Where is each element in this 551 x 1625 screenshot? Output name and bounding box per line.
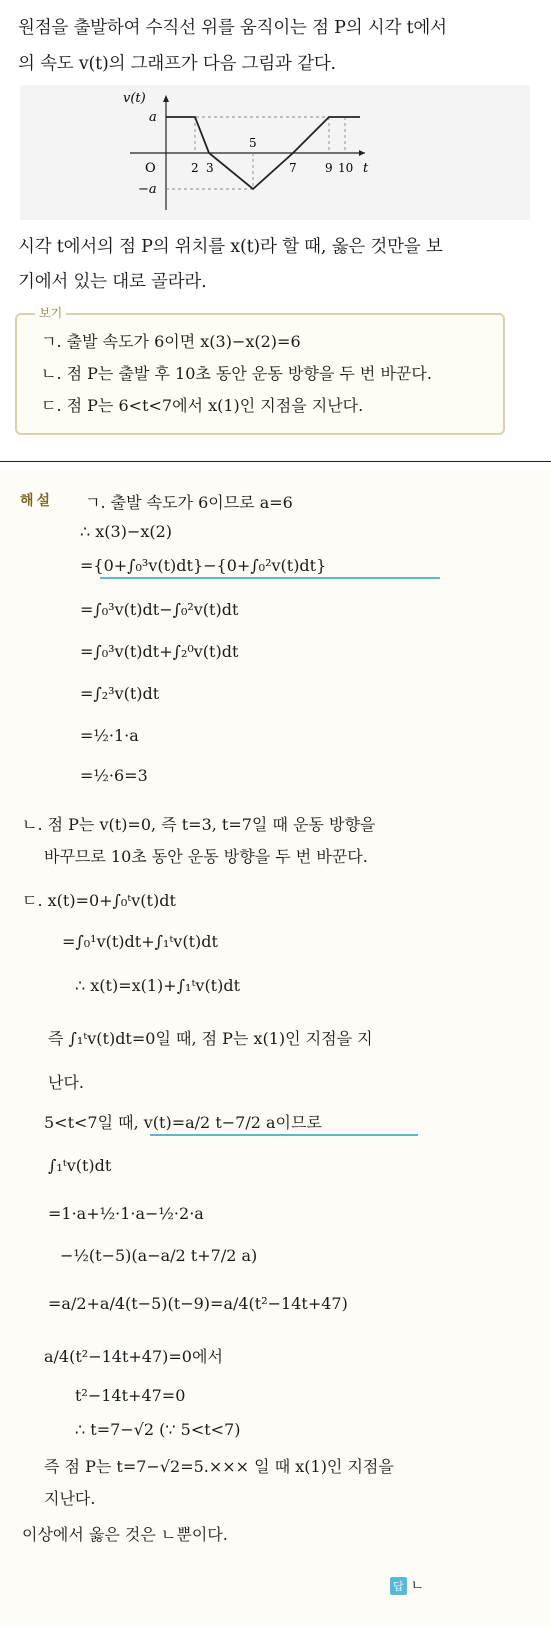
answer-value: ㄴ	[410, 1578, 425, 1594]
sol-line-25: 지난다.	[44, 1489, 96, 1508]
sol-line-17: ∫₁ᵗv(t)dt	[48, 1156, 112, 1175]
graph-xtick-2: 2	[191, 161, 199, 175]
sol-line-19: −½(t−5)(a−a/2 t+7/2 a)	[60, 1246, 258, 1265]
graph-xtick-7: 7	[289, 161, 297, 175]
sol-line-10: 바꾸므로 10초 동안 운동 방향을 두 번 바꾼다.	[44, 847, 368, 866]
sol-line-12: =∫₀¹v(t)dt+∫₁ᵗv(t)dt	[62, 932, 218, 951]
graph-a-pos: a	[149, 110, 157, 125]
sol-line-3: ={0+∫₀³v(t)dt}−{0+∫₀²v(t)dt}	[80, 556, 327, 575]
sol-line-15: 난다.	[48, 1073, 84, 1092]
graph-ylabel: v(t)	[123, 91, 146, 106]
velocity-graph-svg	[20, 85, 530, 220]
sol-line-23: ∴ t=7−√2 (∵ 5<t<7)	[75, 1420, 241, 1439]
bogi-box	[15, 306, 505, 435]
sol-line-26: 이상에서 옳은 것은 ㄴ뿐이다.	[22, 1525, 228, 1544]
bogi-item-1: ㄱ. 출발 속도가 6이면 x(3)−x(2)=6	[41, 332, 301, 351]
sol-line-21: a/4(t²−14t+47)=0에서	[44, 1347, 223, 1366]
graph-xtick-3: 3	[206, 161, 214, 175]
sol-line-8: =½·6=3	[80, 766, 148, 785]
problem-text-line-4: 기에서 있는 대로 골라라.	[18, 272, 207, 292]
graph-xtick-5: 5	[249, 136, 257, 150]
answer	[390, 1575, 424, 1595]
sol-line-5: =∫₀³v(t)dt+∫₂⁰v(t)dt	[80, 642, 239, 661]
problem-text-line-1: 원점을 출발하여 수직선 위를 움직이는 점 P의 시각 t에서	[18, 18, 447, 38]
section-divider	[0, 461, 551, 462]
problem-text-line-3: 시각 t에서의 점 P의 위치를 x(t)라 할 때, 옳은 것만을 보	[18, 237, 443, 257]
sol-line-13: ∴ x(t)=x(1)+∫₁ᵗv(t)dt	[75, 976, 241, 995]
solution-label: 해설	[20, 493, 54, 509]
sol-line-2: ∴ x(3)−x(2)	[80, 522, 173, 541]
graph-xlabel: t	[363, 161, 369, 176]
sol-line-16: 5<t<7일 때, v(t)=a/2 t−7/2 a이므로	[44, 1113, 322, 1132]
solution-section	[0, 470, 551, 1625]
bogi-item-2: ㄴ. 점 P는 출발 후 10초 동안 운동 방향을 두 번 바꾼다.	[41, 364, 432, 383]
sol-line-14: 즉 ∫₁ᵗv(t)dt=0일 때, 점 P는 x(1)인 지점을 지	[48, 1029, 373, 1048]
highlight-underline-2	[150, 1134, 418, 1136]
graph-a-neg: −a	[138, 182, 157, 197]
bogi-title: 보기	[35, 304, 66, 321]
highlight-underline-1	[100, 577, 440, 579]
sol-line-4: =∫₀³v(t)dt−∫₀²v(t)dt	[80, 600, 239, 619]
bogi-item-3: ㄷ. 점 P는 6<t<7에서 x(1)인 지점을 지난다.	[41, 396, 364, 415]
graph-xtick-9: 9	[325, 161, 333, 175]
graph-xtick-10: 10	[338, 161, 354, 175]
problem-section	[0, 0, 551, 455]
sol-line-22: t²−14t+47=0	[75, 1386, 186, 1405]
graph-origin: O	[145, 161, 156, 176]
sol-line-6: =∫₂³v(t)dt	[80, 684, 160, 703]
problem-text-line-2: 의 속도 v(t)의 그래프가 다음 그림과 같다.	[18, 54, 336, 74]
sol-line-7: =½·1·a	[80, 726, 139, 745]
sol-line-18: =1·a+½·1·a−½·2·a	[48, 1204, 204, 1223]
sol-line-11: ㄷ. x(t)=0+∫₀ᵗv(t)dt	[22, 891, 176, 910]
answer-badge: 답	[390, 1577, 407, 1595]
sol-line-9: ㄴ. 점 P는 v(t)=0, 즉 t=3, t=7일 때 운동 방향을	[22, 815, 376, 834]
sol-line-1: ㄱ. 출발 속도가 6이므로 a=6	[85, 493, 293, 512]
sol-line-24: 즉 점 P는 t=7−√2=5.××× 일 때 x(1)인 지점을	[44, 1457, 394, 1476]
sol-line-20: =a/2+a/4(t−5)(t−9)=a/4(t²−14t+47)	[48, 1294, 348, 1313]
velocity-graph	[20, 85, 530, 220]
